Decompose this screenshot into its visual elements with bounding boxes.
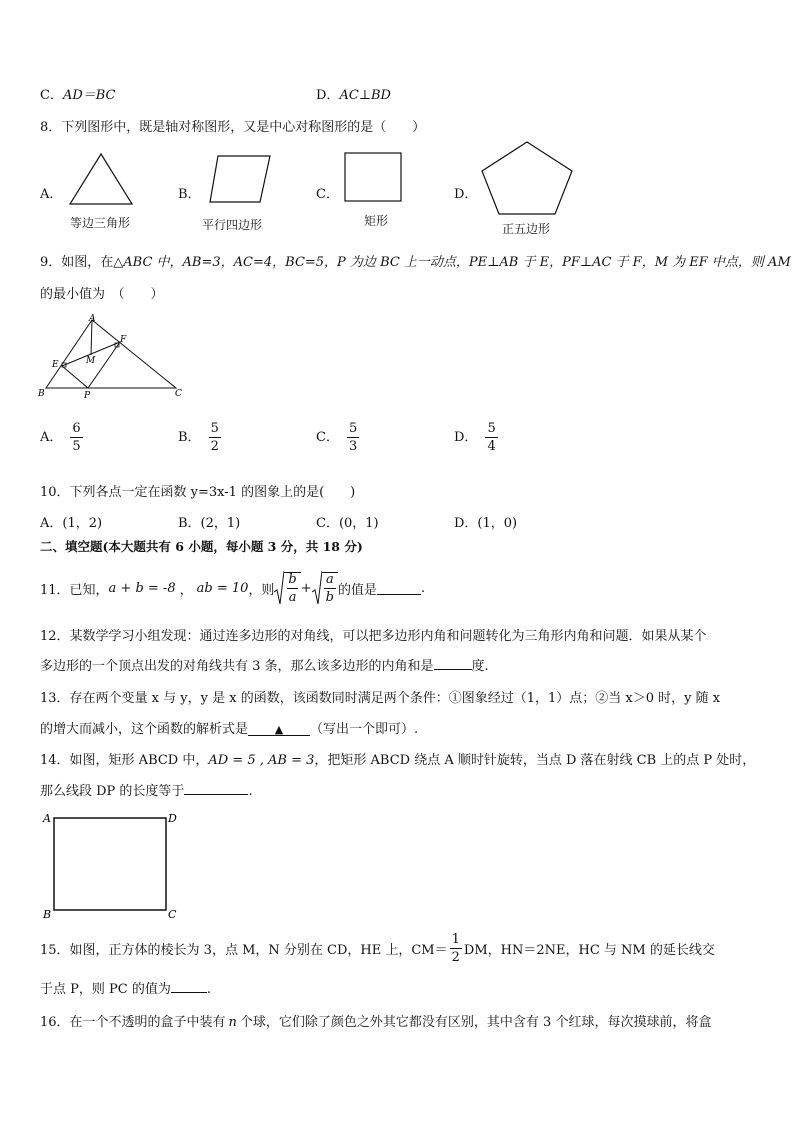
frac-num: 5 xyxy=(210,421,219,436)
stem-text: 度. xyxy=(471,659,489,674)
stem-text: 9．如图，在△ xyxy=(40,255,124,270)
q11: 11．已知， a + b = -8 ， ab = 10 ，则 $\frac{b}{a}$ + $\frac{a}{b}$ 的值是 . xyxy=(40,572,426,605)
q13-line2 xyxy=(40,718,418,737)
q9-stem-line2: 的最小值为 （ ） xyxy=(40,287,164,302)
frac-num: 5 xyxy=(348,421,358,436)
label-D: D xyxy=(168,812,177,825)
stem-text: ABC 中，AB=3，AC=4，BC=5，P 为边 BC 上一动点，PE⊥AB 于 E，PF⊥AC 于 F，M 为 EF 中点，则 AM xyxy=(123,255,791,270)
regular-pentagon-figure xyxy=(479,140,575,216)
label-F: F xyxy=(120,335,127,345)
q8-option-a-label: A． xyxy=(40,187,63,202)
label-P: P xyxy=(84,391,91,400)
q14-line2 xyxy=(40,780,253,799)
label-C: C xyxy=(168,908,177,921)
q8-option-b-caption: 平行四边形 xyxy=(202,218,263,232)
stem-text: 那么线段 DP 的长度等于 xyxy=(40,784,185,799)
answer-blank[interactable] xyxy=(248,723,310,736)
q8-option-b-label: B． xyxy=(178,187,201,202)
parallelogram-figure xyxy=(208,154,272,204)
label-E: E xyxy=(52,360,59,370)
option-label: D． xyxy=(454,430,478,445)
q13-line1: 13．存在两个变量 x 与 y，y 是 x 的函数，该函数同时满足两个条件：①图象经过（1，1）点；②当 x＞0 时，y 随 x xyxy=(40,691,721,706)
q9-option-d xyxy=(454,422,498,453)
label-C: C xyxy=(175,389,182,399)
q12-line2 xyxy=(40,655,489,674)
stem-text: 多边形的一个顶点出发的对角线共有 3 条，那么该多边形的内角和是 xyxy=(40,659,434,674)
rectangle-figure xyxy=(343,151,403,203)
q8-option-d-caption: 正五边形 xyxy=(502,222,551,236)
radical-sign xyxy=(312,570,322,606)
option-text: AD＝BC xyxy=(62,88,116,103)
section-title: 二、填空题(本大题共有 6 小题，每小题 3 分，共 18 分) xyxy=(40,539,363,554)
frac-num: a xyxy=(325,572,334,587)
frac-den: 4 xyxy=(487,439,496,454)
label-M: M xyxy=(86,356,96,366)
condition-text: ab = 10 xyxy=(196,580,249,596)
q8-option-c-label: C． xyxy=(316,187,339,202)
sqrt-b-over-a xyxy=(274,570,300,606)
q9-option-b xyxy=(178,422,221,453)
answer-blank[interactable] xyxy=(184,782,248,795)
frac-num: 5 xyxy=(487,421,496,436)
q10-option-a: A．(1，2) xyxy=(40,516,103,531)
stem-text: 15．如图，正方体的棱长为 3，点 M，N 分别在 CD，HE 上，CM＝ xyxy=(40,942,448,958)
option-label: B． xyxy=(178,430,201,445)
answer-blank[interactable] xyxy=(171,980,207,993)
option-label: D． xyxy=(316,88,340,103)
option-label: C． xyxy=(40,88,63,103)
variable-text: n xyxy=(228,1015,237,1030)
frac-den: 3 xyxy=(348,439,358,454)
q16-line1 xyxy=(40,1011,711,1030)
sqrt-a-over-b xyxy=(312,570,338,606)
frac-num: 6 xyxy=(72,421,81,436)
q10-stem: 10．下列各点一定在函数 y=3x-1 的图象上的是( ) xyxy=(40,485,356,500)
frac-num: 1 xyxy=(451,931,460,947)
label-B: B xyxy=(43,908,52,921)
stem-text: 16．在一个不透明的盒子中装有 xyxy=(40,1015,226,1030)
frac-den: 2 xyxy=(451,949,460,965)
q10-option-d: D．(1，0) xyxy=(454,516,518,531)
stem-text: . xyxy=(248,784,253,799)
frac-den: 5 xyxy=(72,439,81,454)
option-text: AC⊥BD xyxy=(339,88,391,103)
plus-sign: + xyxy=(300,580,312,596)
q12-line1: 12．某数学学习小组发现：通过连多边形的对角线，可以把多边形内角和问题转化为三角形内角和问题．如果从某个 xyxy=(40,629,707,644)
radical-sign xyxy=(274,570,284,606)
stem-text: ，则 xyxy=(248,582,275,598)
stem-text: 14．如图，矩形 ABCD 中， xyxy=(40,753,209,768)
stem-text: 个球，它们除了颜色之外其它都没有区别，其中含有 3 个红球，每次摸球前，将盒 xyxy=(239,1015,712,1030)
q9-option-c xyxy=(316,422,359,453)
stem-text: 于点 P，则 PC 的值为 xyxy=(40,982,171,997)
q7-option-d xyxy=(316,84,391,103)
option-label: C． xyxy=(316,430,339,445)
frac-den: b xyxy=(325,590,334,605)
q8-option-a-caption: 等边三角形 xyxy=(70,216,131,230)
label-A: A xyxy=(43,812,51,825)
stem-text: 11．已知， xyxy=(40,582,109,598)
condition-text: AD = 5 , AB = 3 xyxy=(208,753,315,768)
q14-line1 xyxy=(40,749,755,768)
answer-blank[interactable] xyxy=(434,657,472,670)
option-label: A． xyxy=(40,430,63,445)
answer-blank[interactable] xyxy=(377,582,421,595)
q14-rectangle-figure xyxy=(40,808,190,924)
frac-den: 2 xyxy=(210,439,219,454)
label-B: B xyxy=(38,389,45,399)
q15-line1 xyxy=(40,930,715,966)
frac-num: b xyxy=(288,572,297,587)
q15-line2 xyxy=(40,978,211,997)
condition-text: a + b = -8 xyxy=(108,580,176,596)
q10-option-b: B．(2，1) xyxy=(178,516,241,531)
stem-text: . xyxy=(206,982,211,997)
triangle-marker-icon: ▲ xyxy=(274,723,284,736)
stem-text: 的增大而减小，这个函数的解析式是 xyxy=(40,722,249,737)
stem-text: （写出一个即可）. xyxy=(310,722,419,737)
label-A: A xyxy=(89,314,96,324)
q8-option-c-caption: 矩形 xyxy=(364,214,389,228)
equilateral-triangle-figure xyxy=(68,152,134,206)
stem-text: . xyxy=(421,580,426,596)
q10-option-c: C．(0，1) xyxy=(316,516,379,531)
q8-option-d-label: D． xyxy=(454,187,478,202)
q9-triangle-figure xyxy=(34,312,188,400)
q7-option-c xyxy=(40,84,116,103)
stem-text: DM，HN＝2NE，HC 与 NM 的延长线交 xyxy=(463,942,715,958)
frac-den: a xyxy=(288,590,297,605)
q8-stem: 8．下列图形中，既是轴对称图形，又是中心对称图形的是（ ） xyxy=(40,120,426,135)
q9-stem-line1 xyxy=(40,251,791,270)
q9-option-a xyxy=(40,422,83,453)
stem-text: 的值是 xyxy=(337,582,377,598)
stem-text: ，把矩形 ABCD 绕点 A 顺时针旋转，当点 D 落在射线 CB 上的点 P 处时， xyxy=(314,753,756,768)
